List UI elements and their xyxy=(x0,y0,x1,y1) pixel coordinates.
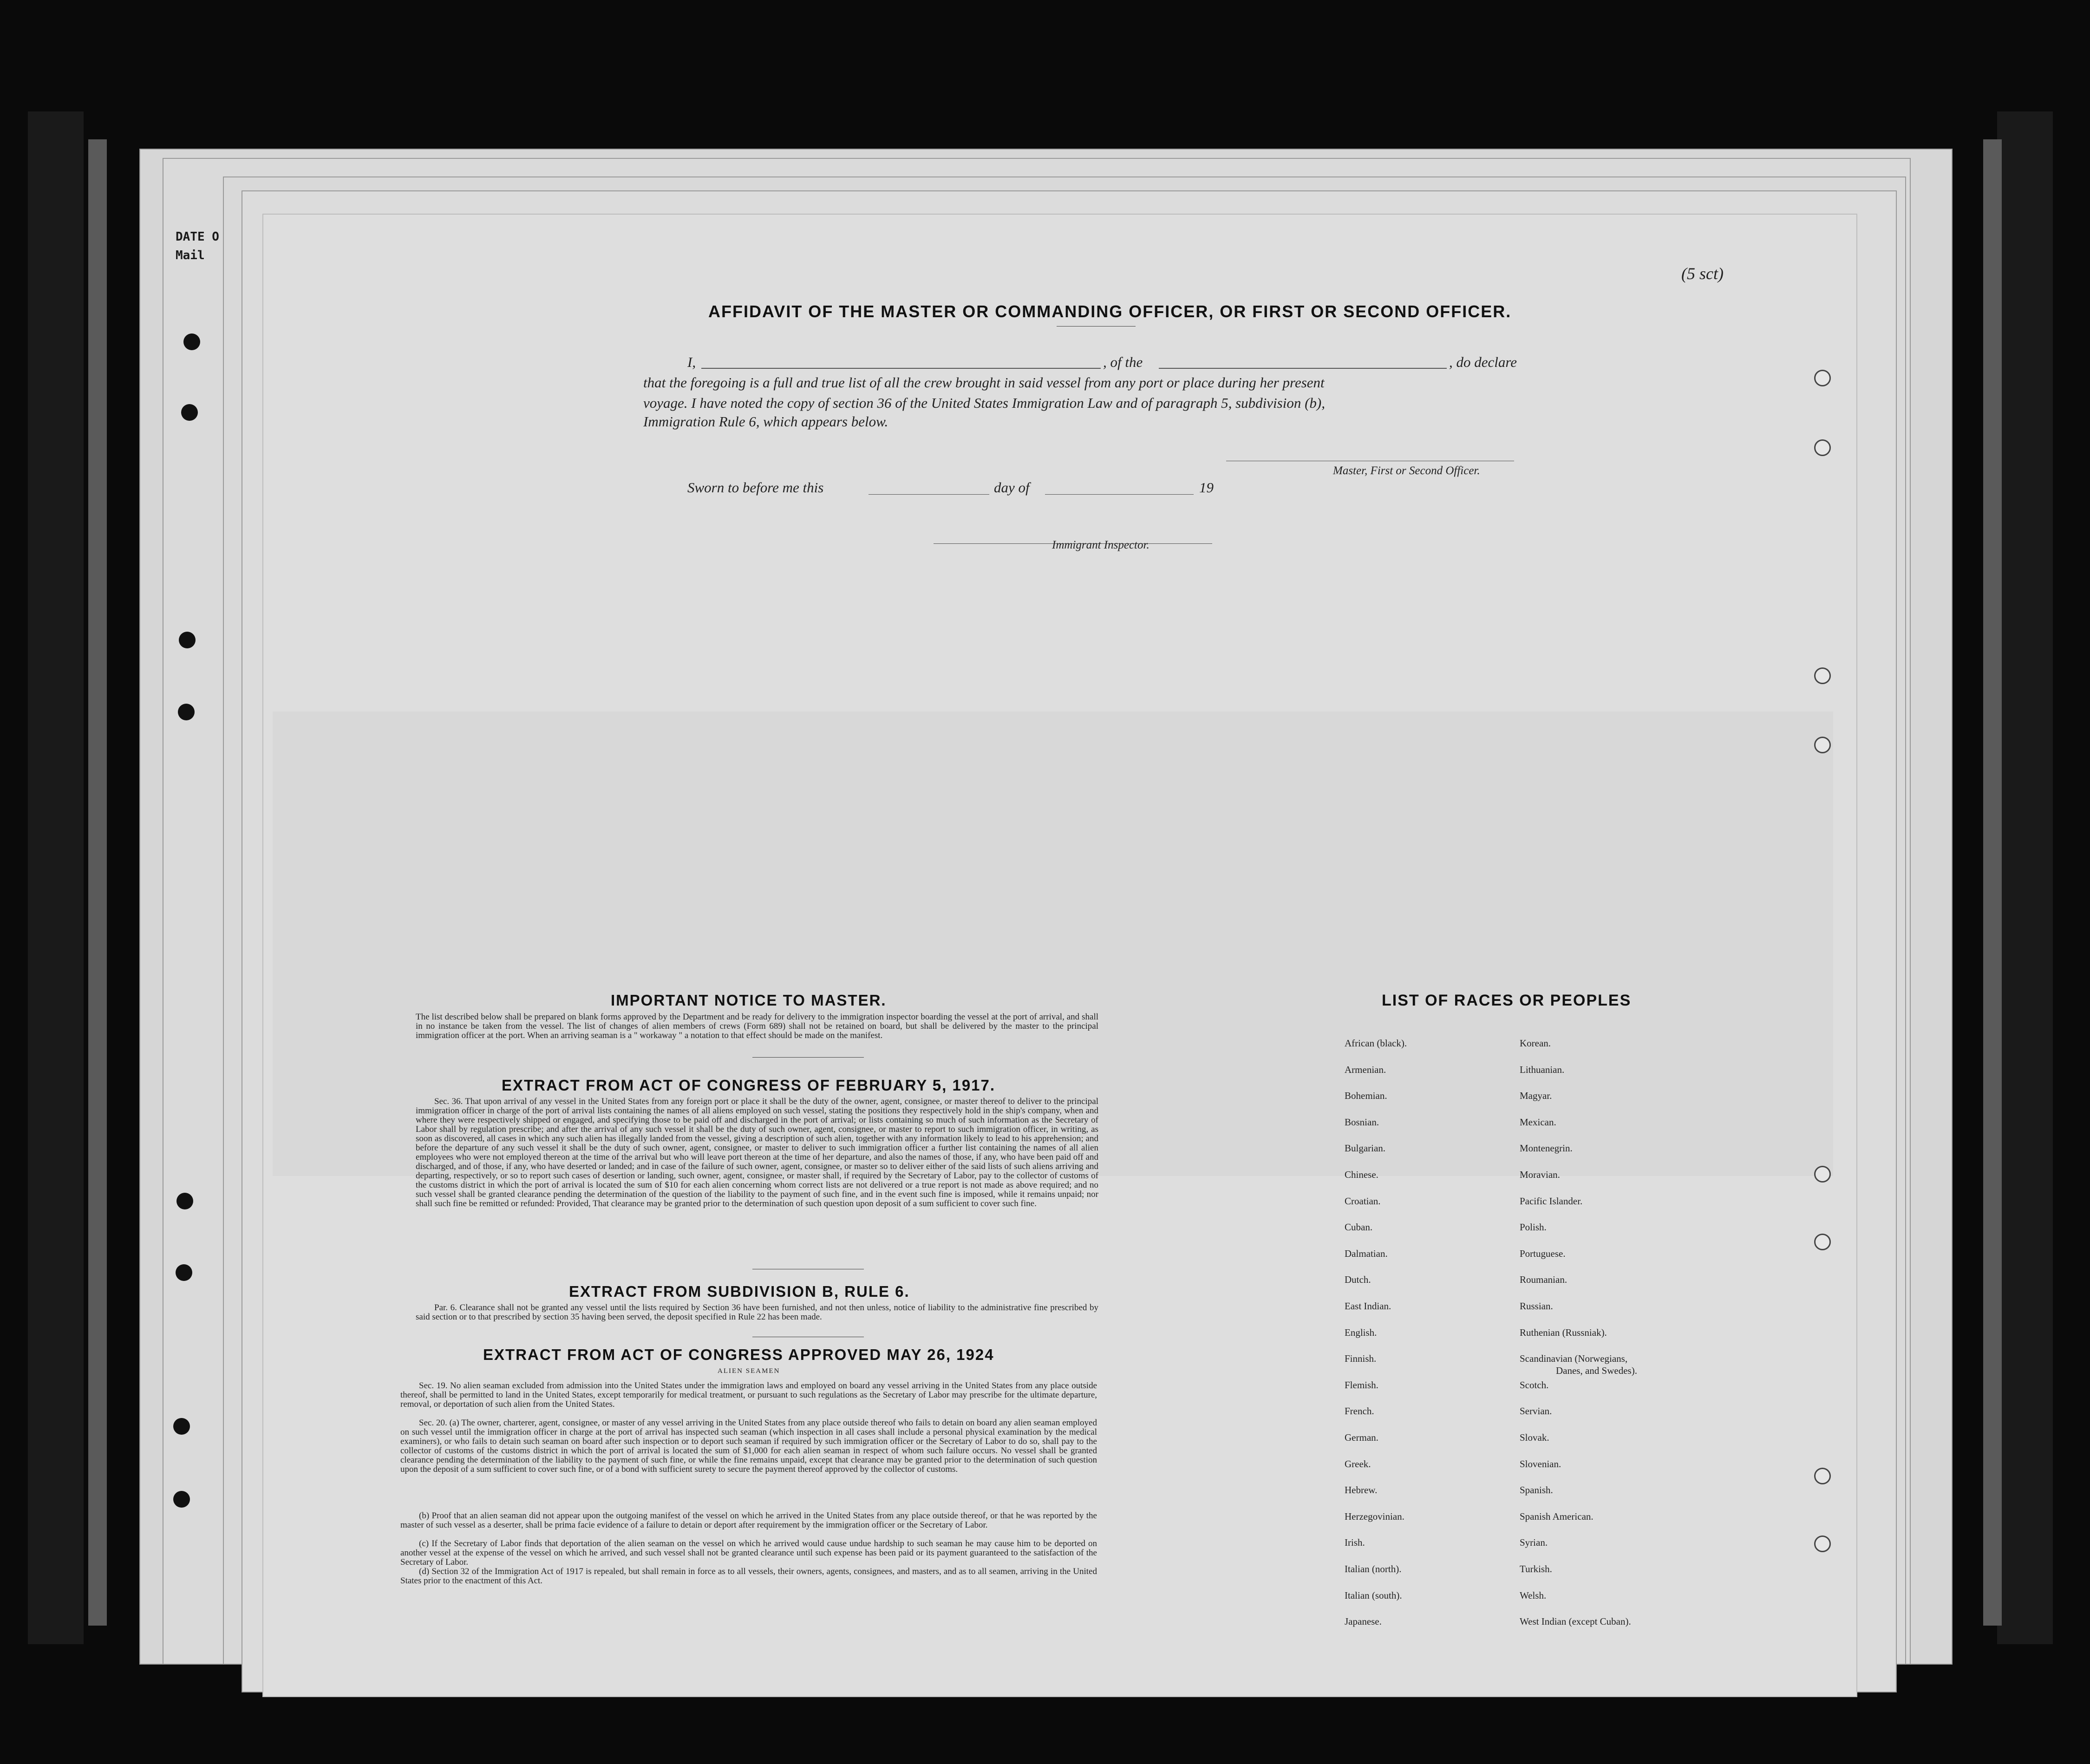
race-item: Spanish. xyxy=(1520,1484,1553,1496)
race-item: Croatian. xyxy=(1345,1196,1381,1207)
binder-hole xyxy=(178,704,195,720)
race-item: Magyar. xyxy=(1520,1090,1552,1101)
race-item: Roumanian. xyxy=(1520,1274,1568,1285)
divider-rule xyxy=(752,1057,864,1058)
race-item: Spanish American. xyxy=(1520,1511,1594,1522)
race-item: Moravian. xyxy=(1520,1169,1560,1180)
binder-hole xyxy=(183,333,200,350)
race-item: East Indian. xyxy=(1345,1300,1391,1312)
binder-hole xyxy=(173,1418,190,1435)
binder-hole xyxy=(181,404,198,421)
binder-strip-right xyxy=(1983,139,2002,1626)
race-item: Scandinavian (Norwegians, xyxy=(1520,1353,1628,1364)
ring-hole xyxy=(1814,439,1831,456)
race-item: French. xyxy=(1345,1405,1374,1417)
affidavit-line: Immigration Rule 6, which appears below. xyxy=(643,413,888,430)
sworn-text: Sworn to before me this xyxy=(687,479,824,496)
race-item: Slovak. xyxy=(1520,1432,1549,1443)
race-item: African (black). xyxy=(1345,1038,1407,1049)
race-item: Greek. xyxy=(1345,1458,1371,1470)
race-item: Lithuanian. xyxy=(1520,1064,1565,1075)
extract-rule6-title: EXTRACT FROM SUBDIVISION B, RULE 6. xyxy=(569,1283,910,1300)
stamp-line: Mail xyxy=(176,248,205,262)
binder-left xyxy=(28,111,84,1644)
race-item: Bulgarian. xyxy=(1345,1143,1386,1154)
extract-1917-title: EXTRACT FROM ACT OF CONGRESS OF FEBRUARY 5, 1917. xyxy=(502,1077,996,1094)
race-item: Pacific Islander. xyxy=(1520,1196,1583,1207)
affidavit-sheet xyxy=(262,214,1857,1697)
binder-hole xyxy=(179,632,196,648)
race-item: Servian. xyxy=(1520,1405,1552,1417)
race-item: Bosnian. xyxy=(1345,1117,1379,1128)
race-item: Syrian. xyxy=(1520,1537,1548,1548)
race-item: Italian (north). xyxy=(1345,1563,1402,1575)
race-item: Irish. xyxy=(1345,1537,1365,1548)
ring-hole xyxy=(1814,667,1831,684)
binder-hole xyxy=(176,1193,193,1209)
race-item: Danes, and Swedes). xyxy=(1556,1365,1637,1376)
affidavit-declare: , do declare xyxy=(1449,354,1517,370)
race-item: Bohemian. xyxy=(1345,1090,1387,1101)
race-item: Chinese. xyxy=(1345,1169,1378,1180)
race-item: Dutch. xyxy=(1345,1274,1371,1285)
stamp-line: DATE O xyxy=(176,230,219,244)
race-item: Mexican. xyxy=(1520,1117,1556,1128)
binder-strip-left xyxy=(88,139,107,1626)
ring-hole xyxy=(1814,1166,1831,1183)
ring-hole xyxy=(1814,1468,1831,1484)
month-blank xyxy=(1045,494,1194,495)
notice-title: IMPORTANT NOTICE TO MASTER. xyxy=(611,992,887,1009)
race-item: Japanese. xyxy=(1345,1616,1382,1627)
race-item: Hebrew. xyxy=(1345,1484,1378,1496)
binder-right xyxy=(1997,111,2053,1644)
extract-1924-sec19: Sec. 19. No alien seaman excluded from admission into the United States under the immigration laws and employed on board any vessel arriving in the United States from any place outside thereof, shall be permitted to land in the United States, except temporarily for medical treatment, or pursuant to such regulations as the Secretary of Labor may prescribe for the ultimate departure, removal, or deportation of such alien from the United States. xyxy=(400,1381,1097,1409)
race-item: Turkish. xyxy=(1520,1563,1552,1575)
extract-1917-body: Sec. 36. That upon arrival of any vessel in the United States from any foreign port or place it shall be the duty of the owner, agent, consignee, or master thereof to deliver to the principal immigration officer in charge of the port of arrival lists containing the names of all aliens employed on such vessel, stating the positions they respectively hold in the ship's company, when and where they were respectively shipped or engaged, and specifying those to be paid off and discharged in the port of arrival; or lists containing so much of such information as the Secretary of Labor shall by regulation prescribe; and after the arrival of any such vessel it shall be the duty of such owner, agent, consignee, or master to report to such immigration officer, in writing, as soon as discovered, all cases in which any such alien has illegally landed from the vessel, giving a description of such alien, together with any information likely to lead to his apprehension; and before the departure of any such vessel it shall be the duty of such owner, agent, consignee, or master to deliver to such immigration officer a further list containing the names of all alien employees who were not employed thereon at the time of the arrival but who will leave port thereon at the time of her departure, and also the names of those, if any, who have been paid off and discharged, and of those, if any, who have deserted or landed; and in case of the failure of such owner, agent, consignee, or master so to deliver either of the said lists of such aliens arriving and departing, respectively, or so to report such cases of desertion or landing, such owner, agent, consignee, or master shall, if required by the Secretary of Labor, pay to the collector of customs of the customs district in which the port of arrival is located the sum of $10 for each alien concerning whom correct lists are not delivered or a true report is not made as above required; and no such vessel shall be granted clearance pending the determination of the question of the liability to the payment of such fine, and in the event such fine is imposed, while it remains unpaid; nor shall such fine be remitted or refunded: Provided, That clearance may be granted prior to the determination of such question upon deposit of a sum sufficient to cover such fine. xyxy=(416,1097,1098,1209)
affidavit-title: AFFIDAVIT OF THE MASTER OR COMMANDING OFFICER, OR FIRST OR SECOND OFFICER. xyxy=(708,302,1512,321)
affidavit-line: voyage. I have noted the copy of section 36 of the United States Immigration Law and of paragraph 5, subdivision (b), xyxy=(643,395,1325,411)
race-item: Russian. xyxy=(1520,1300,1553,1312)
affidavit-line: that the foregoing is a full and true list of all the crew brought in said vessel from any port or place during her present xyxy=(643,374,1325,391)
sheet-number: (5 sct) xyxy=(1681,264,1724,283)
notice-body: The list described below shall be prepared on blank forms approved by the Department and be ready for delivery to the immigration inspector boarding the vessel at the port of arrival, and shall in no instance be taken from the vessel. The list of changes of alien members of crews (Form 689) shall not be retained on board, but shall be delivered by the master to the principal immigration officer at the port. When an arriving seaman is a " workaway " a notation to that effect should be made on the manifest. xyxy=(416,1012,1098,1040)
name-blank xyxy=(701,368,1101,369)
extract-1924-sec20c: (c) If the Secretary of Labor finds that deportation of the alien seaman on the vessel on which he arrived would cause undue hardship to such seaman he may cause him to be deported on another vessel at the expense of the vessel on which he arrived, and such vessel shall not be granted clearance until such expense has been paid or its payment guaranteed to the satisfaction of the Secretary of Labor. xyxy=(400,1539,1097,1567)
race-item: Dalmatian. xyxy=(1345,1248,1388,1259)
binder-hole xyxy=(176,1264,192,1281)
year-prefix: 19 xyxy=(1199,479,1214,496)
affidavit-of-the: , of the xyxy=(1103,354,1143,370)
race-item: Italian (south). xyxy=(1345,1590,1402,1601)
race-item: Flemish. xyxy=(1345,1379,1378,1391)
binder-hole xyxy=(173,1491,190,1508)
race-item: Cuban. xyxy=(1345,1222,1373,1233)
race-item: Herzegovinian. xyxy=(1345,1511,1404,1522)
race-item: Ruthenian (Russniak). xyxy=(1520,1327,1607,1338)
extract-1924-subtitle: ALIEN SEAMEN xyxy=(718,1367,780,1375)
vessel-blank xyxy=(1159,368,1447,369)
affidavit-i: I, xyxy=(687,354,696,370)
race-item: Polish. xyxy=(1520,1222,1547,1233)
race-item: Montenegrin. xyxy=(1520,1143,1573,1154)
signature-caption: Master, First or Second Officer. xyxy=(1333,464,1480,477)
extract-rule6-body: Par. 6. Clearance shall not be granted any vessel until the lists required by Section 36 have been furnished, and not then unless, notice of liability to the administrative fine prescribed by said section or to that prescribed by section 35 having been served, the deposit specified in Rule 22 has been made. xyxy=(416,1303,1098,1322)
day-of-text: day of xyxy=(994,479,1030,496)
ring-hole xyxy=(1814,1535,1831,1552)
extract-1924-sec20: Sec. 20. (a) The owner, charterer, agent, consignee, or master of any vessel arriving in the United States from any place outside thereof who fails to detain on board any alien seaman employed on such vessel until the immigration officer in charge at the port of arrival has inspected such seaman (which inspection in all cases shall include a personal physical examination by the medical examiners), or who fails to detain such seaman on board after such inspection or to deport such seaman if required by such immigration officer or the Secretary of Labor to do so, shall pay to the collector of customs of the customs district in which the port of arrival is located the sum of $1,000 for each alien seaman in respect of whom such failure occurs. No vessel shall be granted clearance pending the determination of the liability to the payment of such fine, or while the fine remains unpaid, except that clearance may be granted prior to the determination of such question upon the deposit of a sum sufficient to cover such fine, or of a bond with sufficient surety to secure the payment thereof approved by the collector of customs. xyxy=(400,1418,1097,1474)
race-item: West Indian (except Cuban). xyxy=(1520,1616,1631,1627)
race-item: Korean. xyxy=(1520,1038,1551,1049)
race-item: Armenian. xyxy=(1345,1064,1386,1075)
extract-1924-sec20d: (d) Section 32 of the Immigration Act of 1917 is repealed, but shall remain in force as to all vessels, their owners, agents, consignees, and masters, and as to all seamen, arriving in the United States prior to the enactment of this Act. xyxy=(400,1567,1097,1586)
extract-1924-title: EXTRACT FROM ACT OF CONGRESS APPROVED MAY 26, 1924 xyxy=(483,1346,994,1363)
ring-hole xyxy=(1814,737,1831,753)
race-item: Finnish. xyxy=(1345,1353,1377,1364)
ring-hole xyxy=(1814,1234,1831,1250)
day-blank xyxy=(869,494,989,495)
race-item: Welsh. xyxy=(1520,1590,1547,1601)
inspector-caption: Immigrant Inspector. xyxy=(1052,539,1150,551)
race-item: Portuguese. xyxy=(1520,1248,1566,1259)
races-title: LIST OF RACES OR PEOPLES xyxy=(1382,992,1632,1009)
race-item: Slovenian. xyxy=(1520,1458,1561,1470)
race-item: English. xyxy=(1345,1327,1377,1338)
ring-hole xyxy=(1814,370,1831,386)
race-item: Scotch. xyxy=(1520,1379,1549,1391)
date-stamp xyxy=(176,228,227,265)
title-underline xyxy=(1057,326,1136,327)
race-item: German. xyxy=(1345,1432,1378,1443)
extract-1924-sec20b: (b) Proof that an alien seaman did not appear upon the outgoing manifest of the vessel on which he arrived in the United States from any place outside thereof, or that he was reported by the master of such vessel as a deserter, shall be prima facie evidence of a failure to detain or deport after requirement by the immigration officer or the Secretary of Labor. xyxy=(400,1511,1097,1530)
